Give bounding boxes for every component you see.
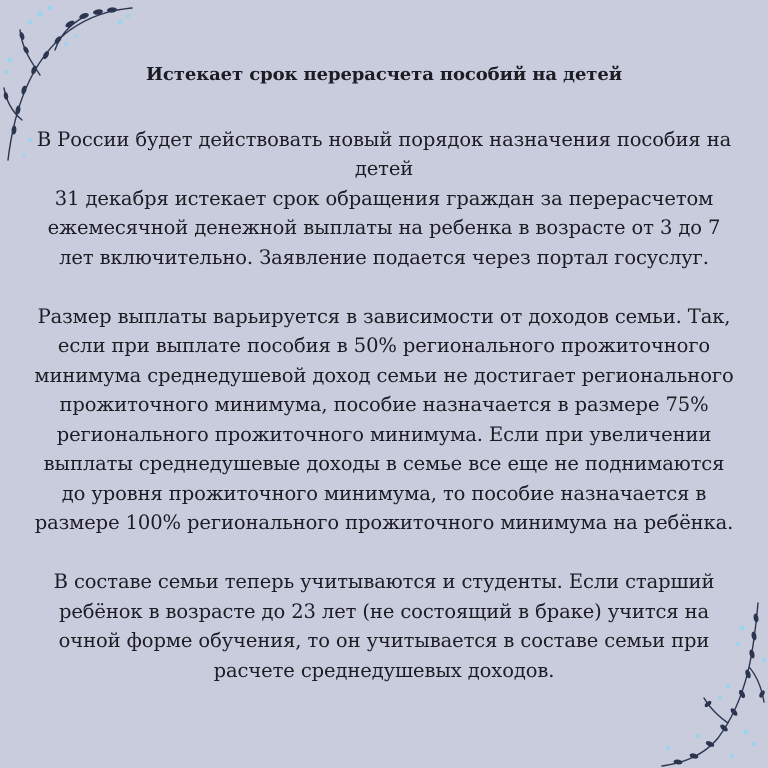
paragraph-intro-line: В России будет действовать новый порядок назначения пособия на детей <box>36 127 732 180</box>
paragraph-deadline: 31 декабря истекает срок обращения граждан за перерасчетом ежемесячной денежной выплаты на ребенка в возрасте от 3 до 7 лет включительно. Заявление подается через портал госуслуг. <box>47 186 721 269</box>
article-body <box>34 55 734 685</box>
paragraph-payment-size: Размер выплаты варьируется в зависимости от доходов семьи. Так, если при выплате пособия в 50% регионального прожиточного минимума среднедушевой доход семьи не достигает регионального прожиточного минимума, пособие назначается в размере 75% регионального прожиточного минимума. Если при увеличении выплаты среднедушевые доходы в семье все еще не поднимаются до уровня прожиточного минимума, то пособие назначается в размере 100% регионального прожиточного минимума на ребёнка. <box>34 304 734 534</box>
paragraph-students: В составе семьи теперь учитываются и студенты. Если старший ребёнок в возрасте до 23 лет (не состоящий в браке) учится на очной форме обучения, то он учитывается в составе семьи при расчете среднедушевых доходов. <box>53 570 715 682</box>
article-title: Истекает срок перерасчета пособий на детей <box>146 64 622 85</box>
